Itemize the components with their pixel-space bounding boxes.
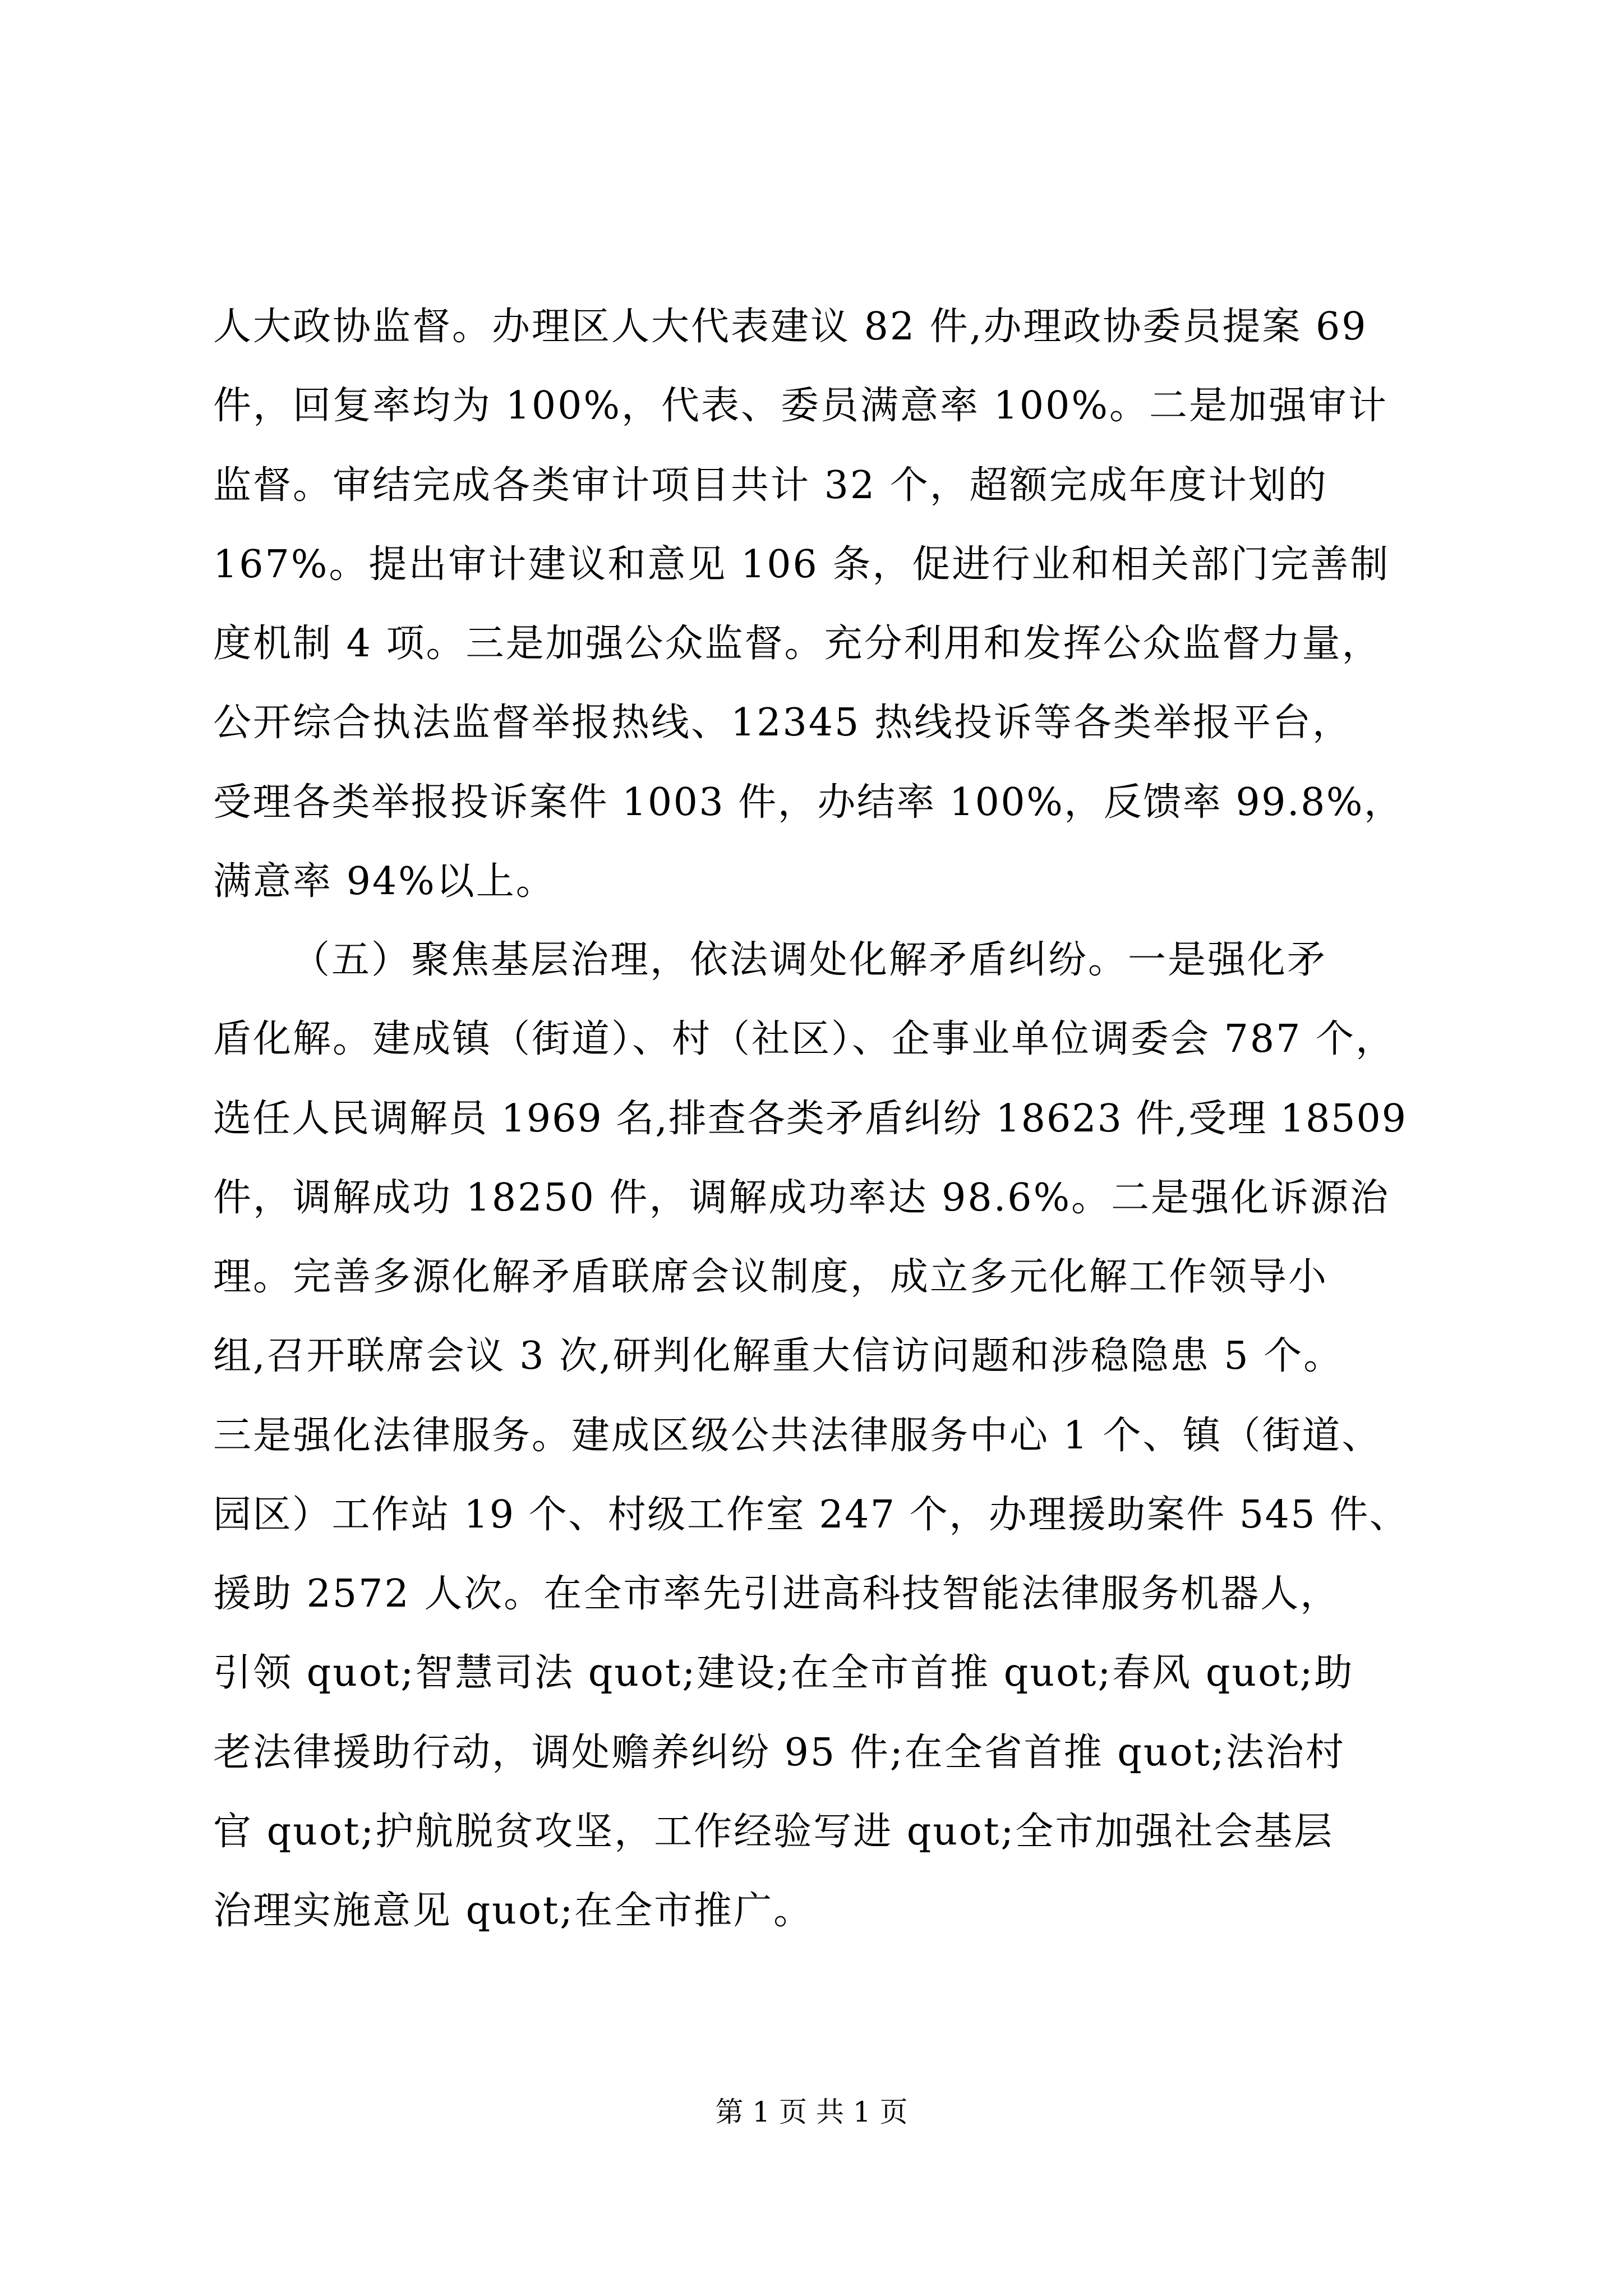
body-line-1: 人大政协监督。办理区人大代表建议 82 件,办理政协委员提案 69 [213, 305, 1368, 349]
body-line-19: 老法律援助行动，调处赡养纠纷 95 件;在全省首推 quot;法治村 [213, 1731, 1345, 1775]
body-line-5: 度机制 4 项。三是加强公众监督。充分利用和发挥公众监督力量， [213, 622, 1382, 666]
body-line-15: 三是强化法律服务。建成区级公共法律服务中心 1 个、镇（街道、 [213, 1414, 1382, 1458]
body-line-16: 园区）工作站 19 个、村级工作室 247 个，办理援助案件 545 件、 [213, 1493, 1409, 1537]
body-line-7: 受理各类举报投诉案件 1003 件，办结率 100%，反馈率 99.8%， [213, 780, 1404, 825]
page-footer: 第 1 页 共 1 页 [715, 2096, 908, 2128]
body-line-20: 官 quot;护航脱贫攻坚，工作经验写进 quot;全市加强社会基层 [213, 1810, 1334, 1854]
body-line-2: 件，回复率均为 100%，代表、委员满意率 100%。二是加强审计 [213, 384, 1389, 428]
section-heading-line: （五）聚焦基层治理，依法调处化解矛盾纠纷。一是强化矛 [292, 938, 1327, 982]
body-line-6: 公开综合执法监督举报热线、12345 热线投诉等各类举报平台， [213, 701, 1352, 745]
body-line-17: 援助 2572 人次。在全市率先引进高科技智能法律服务机器人， [213, 1572, 1340, 1616]
body-line-8: 满意率 94%以上。 [213, 859, 556, 904]
body-line-13: 理。完善多源化解矛盾联席会议制度，成立多元化解工作领导小 [213, 1255, 1329, 1299]
body-line-12: 件，调解成功 18250 件，调解成功率达 98.6%。二是强化诉源治 [213, 1176, 1390, 1220]
body-line-11: 选任人民调解员 1969 名,排查各类矛盾纠纷 18623 件,受理 18509 [213, 1097, 1407, 1141]
body-line-4: 167%。提出审计建议和意见 106 条，促进行业和相关部门完善制 [213, 542, 1390, 587]
body-line-21: 治理实施意见 quot;在全市推广。 [213, 1889, 814, 1933]
body-line-3: 监督。审结完成各类审计项目共计 32 个，超额完成年度计划的 [213, 463, 1328, 508]
body-line-18: 引领 quot;智慧司法 quot;建设;在全市首推 quot;春风 quot;助 [213, 1651, 1354, 1695]
body-line-14: 组,召开联席会议 3 次,研判化解重大信访问题和涉稳隐患 5 个。 [213, 1334, 1344, 1378]
body-line-10: 盾化解。建成镇（街道）、村（社区）、企事业单位调委会 787 个， [213, 1017, 1396, 1061]
